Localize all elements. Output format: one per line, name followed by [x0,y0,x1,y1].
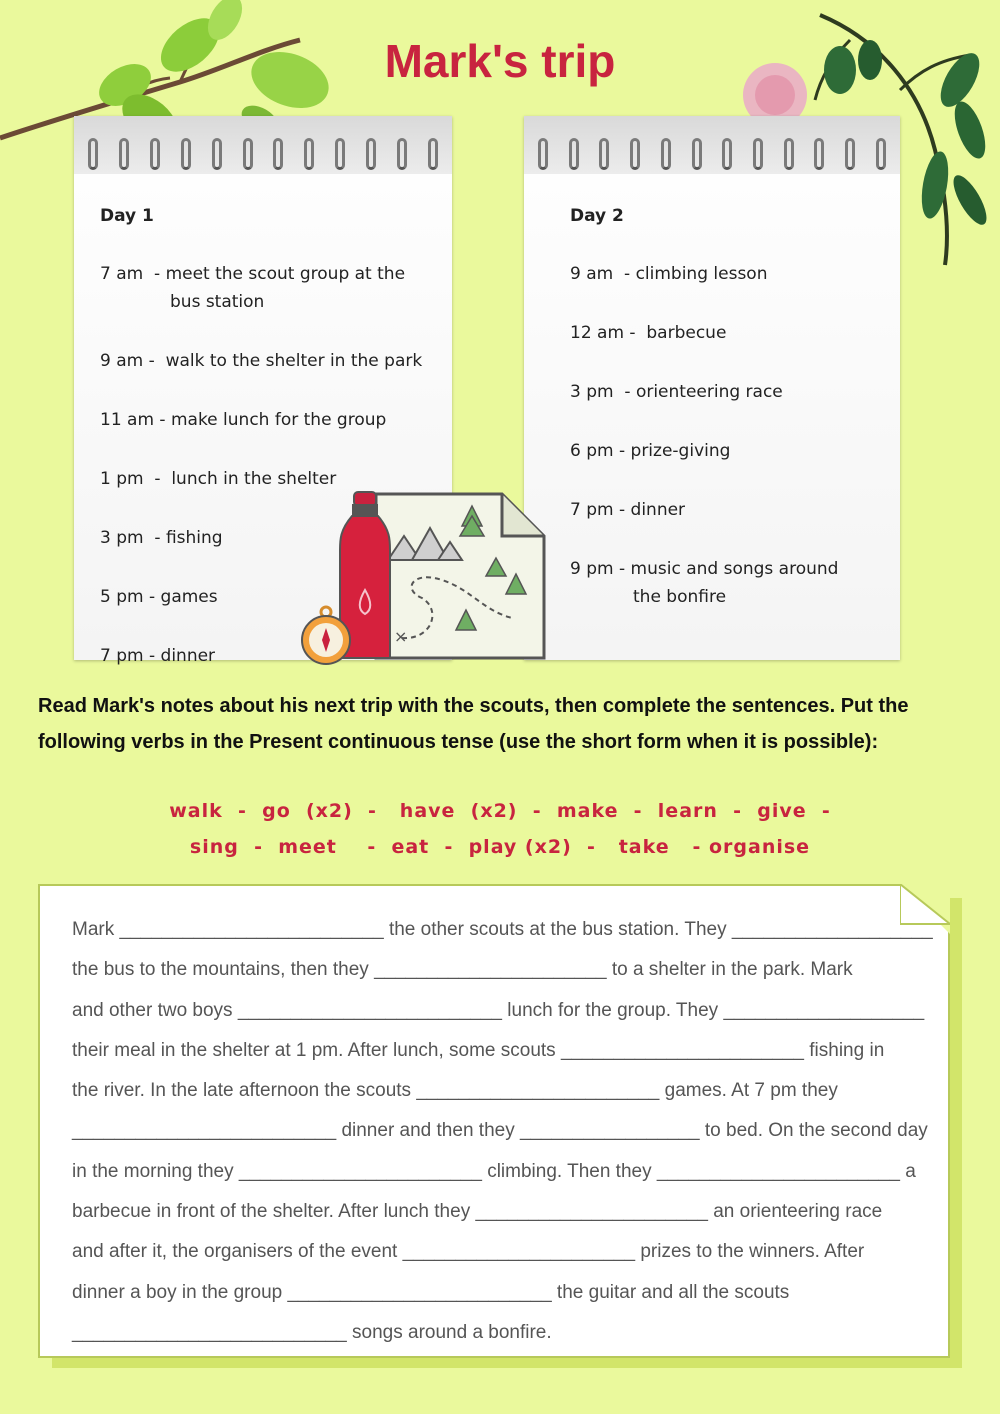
treasure-map-icon [372,490,548,662]
exercise-line[interactable]: their meal in the shelter at 1 pm. After lunch, some scouts _______________________ fishing in [72,1039,885,1061]
schedule-entry: 9 pm - music and songs around the bonfire [570,555,838,611]
entry-time: 9 am [100,351,144,371]
exercise-line[interactable]: and after it, the organisers of the event ______________________ prizes to the winners. After [72,1241,865,1263]
spiral-rings [538,138,886,170]
instructions-text: Read Mark's notes about his next trip with the scouts, then complete the sentences. Put the following verbs in the Present continuous tense (use the short form when it is possible): [38,695,909,753]
schedule-entry: 6 pm - prize-giving [570,441,731,461]
notepad-day-2 [524,116,900,660]
exercise-line[interactable]: Mark _________________________ the other scouts at the bus station. They ___________________ [72,919,933,940]
schedule-entry: 3 pm - fishing [100,528,223,548]
entry-text-continued: the bonfire [633,587,727,607]
entry-text: games [160,587,218,607]
exercise-sheet [38,884,950,1358]
entry-time: 7 am [100,264,144,284]
exercise-line[interactable]: the bus to the mountains, then they ______________________ to a shelter in the park. Mark [72,959,853,981]
entry-text: orienteering race [635,382,783,402]
exercise-line[interactable]: __________________________ songs around a bonfire. [72,1321,552,1343]
entry-time: 12 am [570,323,625,343]
verb-list-line-2: sing - meet - eat - play (x2) - take - organise [189,836,811,858]
entry-time: 5 pm [100,587,144,607]
exercise-line[interactable]: barbecue in front of the shelter. After lunch they ______________________ an orienteering race [72,1201,883,1223]
spiral-rings [88,138,438,170]
exercise-line[interactable]: and other two boys _________________________ lunch for the group. They ___________________ [72,999,925,1021]
exercise-line[interactable]: the river. In the late afternoon the scouts _______________________ games. At 7 pm they [72,1080,838,1102]
entry-text: fishing [165,528,223,548]
schedule-entry: 7 pm - dinner [100,646,216,666]
schedule-entry: 3 pm - orienteering race [570,382,783,402]
entry-text: meet the scout group at the [165,264,406,284]
entry-time: 7 pm [570,500,614,520]
schedule-entry: 7 am - meet the scout group at the bus station [100,260,422,316]
entry-text: make lunch for the group [170,410,387,430]
entry-time: 1 pm [100,469,144,489]
entry-text: lunch in the shelter [171,469,337,489]
schedule-entry: 9 am - climbing lesson [570,264,768,284]
schedule-entry: 5 pm - games [100,587,218,607]
entry-time: 7 pm [100,646,144,666]
entry-time: 3 pm [570,382,614,402]
entry-text: dinner [630,500,686,520]
schedule-entry: 12 am - barbecue [570,323,727,343]
schedule-entry: 7 pm - dinner [570,500,686,520]
entry-text: music and songs around [630,559,839,579]
entry-text: prize-giving [630,441,731,461]
entry-time: 11 am [100,410,155,430]
entry-time: 9 pm [570,559,614,579]
exercise-line[interactable]: in the morning they _______________________ climbing. Then they _______________________ a [72,1160,916,1182]
compass-icon [298,604,354,666]
exercise-line[interactable]: _________________________ dinner and then they _________________ to bed. On the second day [72,1120,928,1142]
verb-list-line-1: walk - go (x2) - have (x2) - make - learn - give - [169,800,831,822]
entry-text: dinner [160,646,216,666]
entry-time: 6 pm [570,441,614,461]
exercise-line[interactable]: dinner a boy in the group _________________________ the guitar and all the scouts [72,1281,790,1303]
entry-time: 9 am [570,264,614,284]
day-1-heading: Day 1 [100,206,154,226]
schedule-entry: 11 am - make lunch for the group [100,410,387,430]
day-2-heading: Day 2 [570,206,624,226]
page-title: Mark's trip [384,35,616,87]
schedule-entry: 1 pm - lunch in the shelter [100,469,337,489]
entry-time: 3 pm [100,528,144,548]
entry-text-continued: bus station [170,292,265,312]
entry-text: barbecue [646,323,727,343]
entry-text: walk to the shelter in the park [165,351,423,371]
entry-text: climbing lesson [635,264,768,284]
schedule-entry: 9 am - walk to the shelter in the park [100,351,423,371]
exercise-text [72,910,952,1353]
svg-text:×: × [394,627,408,646]
